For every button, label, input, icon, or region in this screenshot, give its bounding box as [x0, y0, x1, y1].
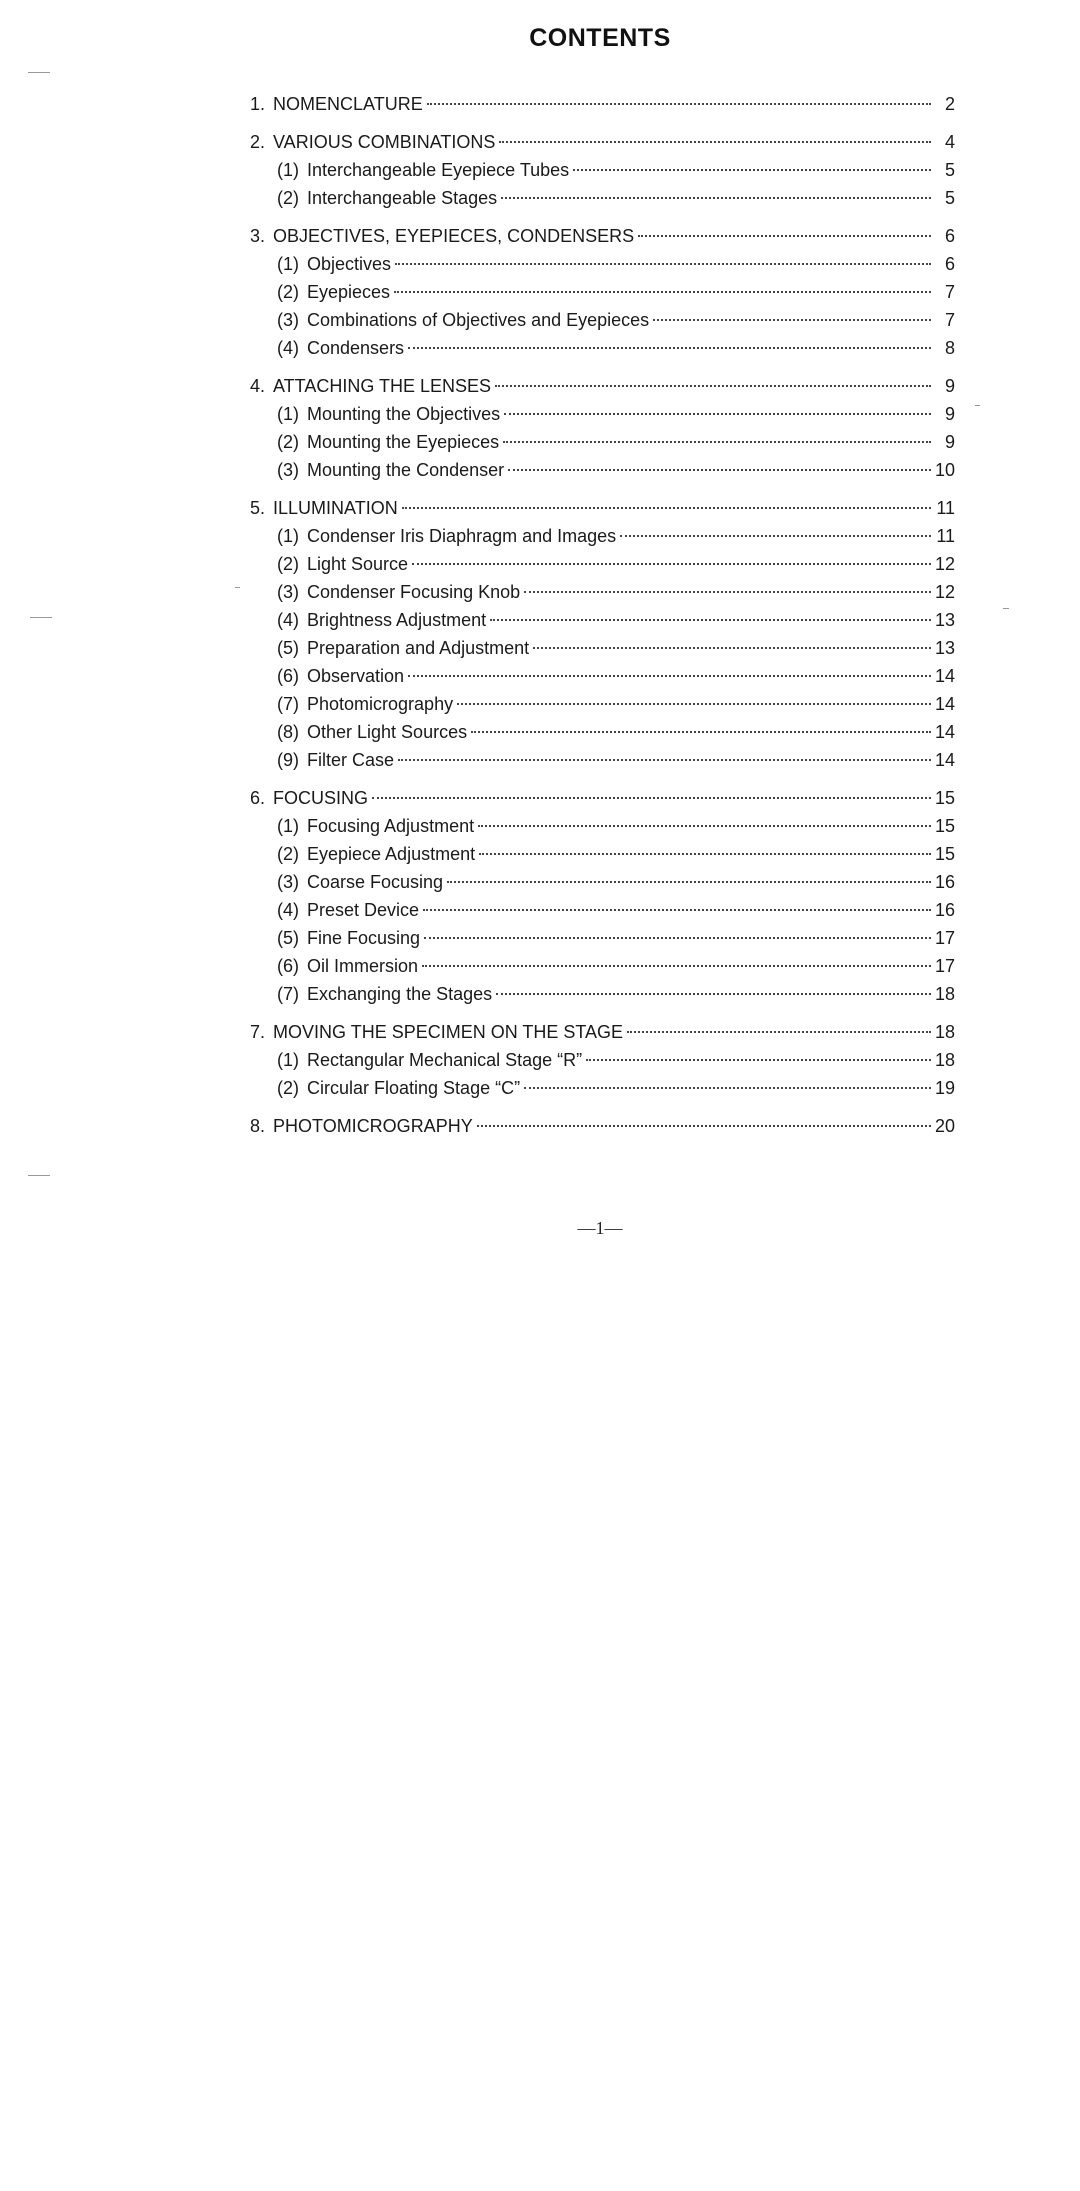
toc-subentry	[250, 428, 955, 456]
toc-entry-number: (5)	[277, 928, 299, 948]
toc-entry-page: 13	[934, 638, 955, 658]
scan-speck	[30, 617, 52, 618]
toc-subentry	[250, 306, 955, 334]
toc-subentry	[250, 278, 955, 306]
toc-section	[250, 494, 955, 774]
toc-entry-number: 2.	[250, 132, 266, 152]
toc-entry-number: 8.	[250, 1116, 266, 1136]
toc-entry-number: (7)	[277, 694, 299, 714]
toc-entry-number: (1)	[277, 254, 299, 274]
toc-entry-page: 17	[934, 928, 955, 948]
toc-entry	[250, 1018, 955, 1046]
scan-speck	[235, 587, 240, 588]
dot-leader	[620, 534, 931, 537]
dot-leader	[457, 702, 931, 705]
toc-subentry	[250, 1074, 955, 1102]
toc-entry-number: (2)	[277, 188, 299, 208]
dot-leader	[503, 440, 931, 443]
toc-entry-number: (4)	[277, 338, 299, 358]
toc-entry-label: Rectangular Mechanical Stage “R”	[307, 1050, 583, 1070]
toc-entry-label: Photomicrography	[307, 694, 454, 714]
toc-entry-label: Preset Device	[307, 900, 420, 920]
toc-entry	[250, 222, 955, 250]
toc-entry-number: (3)	[277, 460, 299, 480]
toc-entry-page: 18	[934, 1022, 955, 1042]
toc-entry-label: PHOTOMICROGRAPHY	[273, 1116, 473, 1136]
toc-entry-label: Eyepiece Adjustment	[307, 844, 476, 864]
toc-entry	[250, 128, 955, 156]
table-of-contents	[250, 90, 955, 1150]
toc-subentry	[250, 868, 955, 896]
toc-entry-label: ILLUMINATION	[273, 498, 398, 518]
toc-entry-label: Oil Immersion	[307, 956, 419, 976]
dot-leader	[398, 758, 931, 761]
toc-subentry	[250, 718, 955, 746]
toc-entry-number: (1)	[277, 526, 299, 546]
scan-speck	[975, 405, 980, 406]
toc-entry-page: 18	[934, 1050, 955, 1070]
toc-entry-page: 14	[934, 694, 955, 714]
toc-entry-number: (8)	[277, 722, 299, 742]
dot-leader	[394, 290, 931, 293]
dot-leader	[501, 196, 931, 199]
toc-section	[250, 1112, 955, 1140]
scan-speck	[28, 1175, 50, 1176]
toc-entry-label: Brightness Adjustment	[307, 610, 487, 630]
toc-entry-label: Interchangeable Stages	[307, 188, 498, 208]
toc-entry-label: Other Light Sources	[307, 722, 468, 742]
toc-subentry	[250, 156, 955, 184]
toc-section	[250, 372, 955, 484]
dot-leader	[586, 1058, 931, 1061]
dot-leader	[524, 590, 931, 593]
dot-leader	[427, 102, 931, 105]
toc-entry-number: (4)	[277, 610, 299, 630]
toc-entry-number: (2)	[277, 554, 299, 574]
toc-entry-page: 11	[936, 498, 955, 518]
toc-entry-page: 10	[934, 460, 955, 480]
toc-entry-label: Mounting the Condenser	[307, 460, 505, 480]
toc-entry	[250, 372, 955, 400]
dot-leader	[524, 1086, 931, 1089]
toc-section	[250, 128, 955, 212]
toc-entry-label: NOMENCLATURE	[273, 94, 423, 114]
toc-entry-number: 1.	[250, 94, 266, 114]
toc-section	[250, 222, 955, 362]
toc-entry-label: FOCUSING	[273, 788, 369, 808]
dot-leader	[395, 262, 931, 265]
toc-entry-page: 15	[934, 816, 955, 836]
toc-subentry	[250, 334, 955, 362]
toc-entry-number: (2)	[277, 1078, 299, 1098]
toc-entry-label: Eyepieces	[307, 282, 391, 302]
toc-entry-number: (5)	[277, 638, 299, 658]
toc-entry-page: 12	[934, 582, 955, 602]
scan-speck	[28, 72, 50, 73]
toc-entry-page: 16	[934, 900, 955, 920]
toc-entry	[250, 1112, 955, 1140]
toc-entry-number: (1)	[277, 404, 299, 424]
toc-entry-number: (3)	[277, 872, 299, 892]
toc-entry-page: 14	[934, 722, 955, 742]
toc-subentry	[250, 746, 955, 774]
toc-subentry	[250, 522, 955, 550]
toc-entry-number: (2)	[277, 844, 299, 864]
toc-entry-number: 6.	[250, 788, 266, 808]
toc-entry-number: 3.	[250, 226, 266, 246]
dot-leader	[423, 908, 931, 911]
toc-entry-page: 12	[934, 554, 955, 574]
toc-entry-page: 13	[934, 610, 955, 630]
toc-entry-page: 19	[934, 1078, 955, 1098]
toc-entry	[250, 90, 955, 118]
toc-subentry	[250, 980, 955, 1008]
dot-leader	[447, 880, 931, 883]
toc-entry-page: 9	[944, 404, 955, 424]
dot-leader	[372, 796, 931, 799]
toc-entry-page: 20	[934, 1116, 955, 1136]
toc-entry	[250, 494, 955, 522]
dot-leader	[408, 674, 931, 677]
toc-subentry	[250, 550, 955, 578]
toc-entry-label: Condenser Iris Diaphragm and Images	[307, 526, 617, 546]
toc-entry-label: Preparation and Adjustment	[307, 638, 530, 658]
toc-subentry	[250, 184, 955, 212]
toc-entry-label: VARIOUS COMBINATIONS	[273, 132, 496, 152]
toc-subentry	[250, 400, 955, 428]
toc-entry-page: 6	[944, 254, 955, 274]
toc-entry-label: Interchangeable Eyepiece Tubes	[307, 160, 570, 180]
toc-subentry	[250, 606, 955, 634]
toc-subentry	[250, 1046, 955, 1074]
toc-entry-label: Fine Focusing	[307, 928, 421, 948]
toc-section	[250, 784, 955, 1008]
toc-entry-label: OBJECTIVES, EYEPIECES, CONDENSERS	[273, 226, 635, 246]
toc-entry-label: Mounting the Eyepieces	[307, 432, 500, 452]
toc-entry-number: 4.	[250, 376, 266, 396]
toc-entry-label: ATTACHING THE LENSES	[273, 376, 492, 396]
toc-entry-number: (6)	[277, 666, 299, 686]
dot-leader	[495, 384, 931, 387]
dot-leader	[422, 964, 931, 967]
scan-speck	[1003, 608, 1009, 609]
toc-entry-label: Filter Case	[307, 750, 395, 770]
toc-entry-page: 15	[934, 788, 955, 808]
toc-entry-number: (7)	[277, 984, 299, 1004]
dot-leader	[504, 412, 931, 415]
toc-entry-label: Objectives	[307, 254, 392, 274]
toc-entry-page: 5	[944, 188, 955, 208]
toc-subentry	[250, 924, 955, 952]
toc-section	[250, 1018, 955, 1102]
toc-entry-number: 7.	[250, 1022, 266, 1042]
page-title: CONTENTS	[529, 24, 671, 52]
toc-entry	[250, 784, 955, 812]
toc-entry-number: 5.	[250, 498, 266, 518]
dot-leader	[627, 1030, 931, 1033]
dot-leader	[499, 140, 931, 143]
dot-leader	[573, 168, 931, 171]
dot-leader	[490, 618, 931, 621]
toc-entry-page: 14	[934, 666, 955, 686]
toc-section	[250, 90, 955, 118]
toc-subentry	[250, 250, 955, 278]
toc-entry-number: (9)	[277, 750, 299, 770]
toc-entry-page: 8	[944, 338, 955, 358]
toc-entry-page: 15	[934, 844, 955, 864]
dot-leader	[508, 468, 931, 471]
dot-leader	[653, 318, 931, 321]
dot-leader	[478, 824, 931, 827]
toc-entry-label: MOVING THE SPECIMEN ON THE STAGE	[273, 1022, 624, 1042]
toc-entry-number: (4)	[277, 900, 299, 920]
dot-leader	[402, 506, 931, 509]
dot-leader	[408, 346, 931, 349]
toc-entry-label: Coarse Focusing	[307, 872, 444, 892]
toc-entry-page: 14	[934, 750, 955, 770]
dot-leader	[638, 234, 931, 237]
toc-entry-label: Light Source	[307, 554, 409, 574]
toc-subentry	[250, 812, 955, 840]
toc-entry-number: (6)	[277, 956, 299, 976]
toc-entry-page: 2	[944, 94, 955, 114]
dot-leader	[412, 562, 931, 565]
dot-leader	[477, 1124, 931, 1127]
page-number: —1—	[577, 1218, 623, 1238]
toc-entry-page: 4	[944, 132, 955, 152]
toc-entry-page: 18	[934, 984, 955, 1004]
toc-subentry	[250, 840, 955, 868]
toc-entry-label: Condensers	[307, 338, 405, 358]
dot-leader	[471, 730, 931, 733]
toc-entry-number: (2)	[277, 282, 299, 302]
toc-entry-page: 7	[944, 310, 955, 330]
toc-entry-page: 6	[944, 226, 955, 246]
dot-leader	[424, 936, 931, 939]
toc-entry-label: Combinations of Objectives and Eyepieces	[307, 310, 650, 330]
dot-leader	[479, 852, 931, 855]
toc-entry-page: 11	[936, 526, 955, 546]
toc-subentry	[250, 896, 955, 924]
toc-entry-label: Exchanging the Stages	[307, 984, 493, 1004]
toc-entry-number: (1)	[277, 160, 299, 180]
toc-subentry	[250, 456, 955, 484]
dot-leader	[496, 992, 931, 995]
toc-entry-number: (2)	[277, 432, 299, 452]
toc-entry-page: 9	[944, 432, 955, 452]
toc-subentry	[250, 662, 955, 690]
toc-entry-page: 7	[944, 282, 955, 302]
toc-entry-label: Condenser Focusing Knob	[307, 582, 521, 602]
toc-entry-page: 17	[934, 956, 955, 976]
toc-subentry	[250, 634, 955, 662]
toc-entry-number: (1)	[277, 1050, 299, 1070]
toc-subentry	[250, 578, 955, 606]
toc-entry-number: (3)	[277, 310, 299, 330]
toc-entry-number: (1)	[277, 816, 299, 836]
toc-entry-page: 16	[934, 872, 955, 892]
toc-entry-number: (3)	[277, 582, 299, 602]
toc-entry-label: Focusing Adjustment	[307, 816, 475, 836]
toc-entry-label: Observation	[307, 666, 405, 686]
toc-entry-page: 9	[944, 376, 955, 396]
toc-subentry	[250, 690, 955, 718]
toc-entry-label: Mounting the Objectives	[307, 404, 501, 424]
toc-entry-page: 5	[944, 160, 955, 180]
toc-entry-label: Circular Floating Stage “C”	[307, 1078, 521, 1098]
toc-subentry	[250, 952, 955, 980]
dot-leader	[533, 646, 931, 649]
